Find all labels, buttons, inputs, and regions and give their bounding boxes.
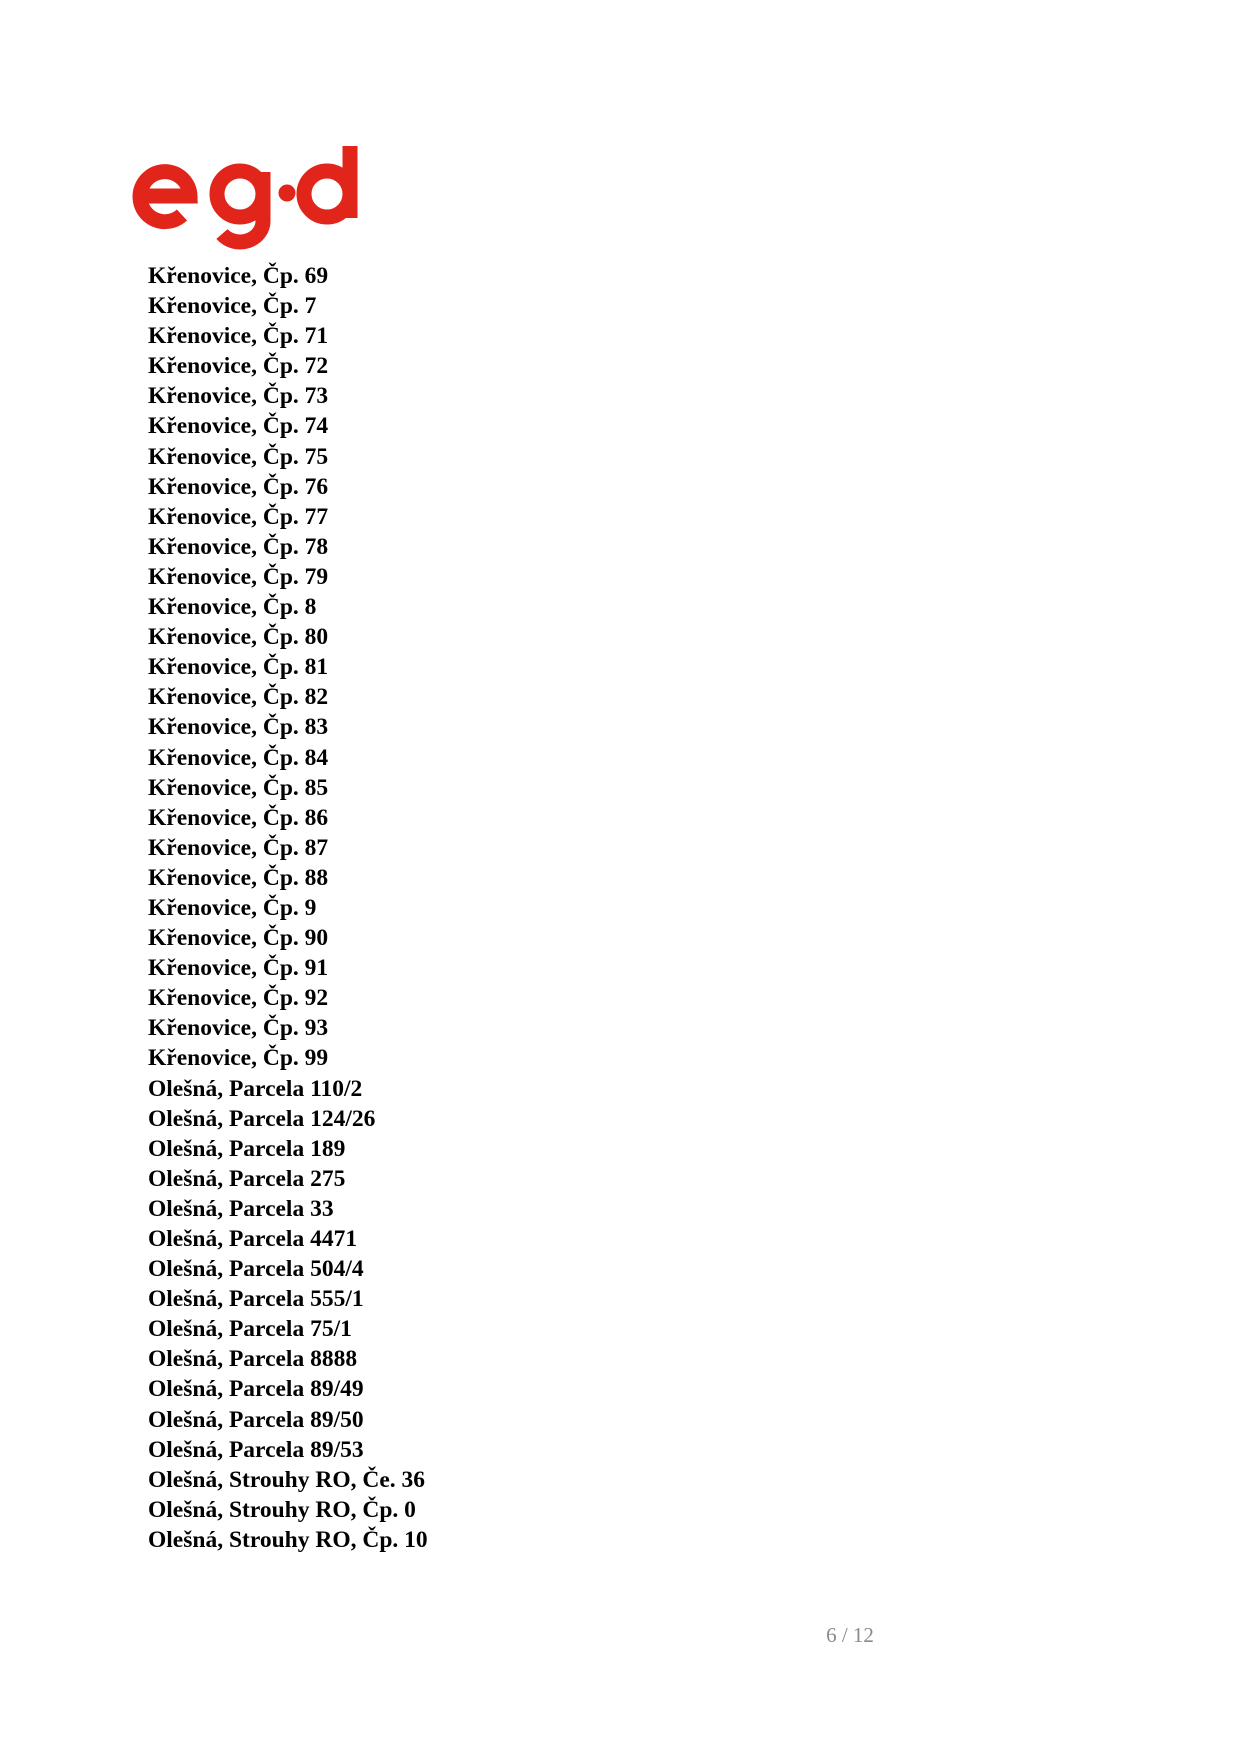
address-item: Olešná, Parcela 110/2: [148, 1075, 363, 1102]
address-item: Křenovice, Čp. 92: [148, 985, 329, 1012]
address-item: Křenovice, Čp. 7: [148, 293, 317, 320]
address-item: Křenovice, Čp. 79: [148, 563, 329, 590]
address-item: Olešná, Strouhy RO, Čp. 0: [148, 1496, 416, 1523]
address-item: Olešná, Parcela 33: [148, 1195, 334, 1222]
address-item: Křenovice, Čp. 84: [148, 744, 329, 771]
address-item: Olešná, Strouhy RO, Čp. 10: [148, 1526, 428, 1553]
address-item: Křenovice, Čp. 69: [148, 263, 329, 289]
address-item: Olešná, Parcela 275: [148, 1165, 346, 1192]
address-item: Křenovice, Čp. 71: [148, 323, 329, 350]
address-item: Olešná, Parcela 89/50: [148, 1406, 364, 1433]
egd-logo: [132, 146, 364, 254]
address-item: Křenovice, Čp. 9: [148, 894, 317, 921]
address-item: Křenovice, Čp. 78: [148, 533, 329, 560]
address-item: Křenovice, Čp. 88: [148, 864, 329, 891]
address-item: Křenovice, Čp. 83: [148, 714, 329, 741]
address-item: Křenovice, Čp. 74: [148, 413, 329, 440]
address-item: Olešná, Parcela 555/1: [148, 1286, 364, 1313]
address-item: Olešná, Parcela 504/4: [148, 1256, 364, 1283]
page-number: 6 / 12: [826, 1623, 874, 1647]
address-item: Křenovice, Čp. 85: [148, 774, 329, 801]
address-item: Olešná, Parcela 89/53: [148, 1436, 364, 1463]
address-item: Olešná, Parcela 4471: [148, 1226, 358, 1252]
address-item: Křenovice, Čp. 81: [148, 654, 329, 681]
address-item: Olešná, Parcela 189: [148, 1135, 346, 1162]
address-item: Křenovice, Čp. 93: [148, 1015, 329, 1042]
address-item: Olešná, Parcela 75/1: [148, 1316, 352, 1343]
address-item: Křenovice, Čp. 76: [148, 473, 329, 500]
address-item: Křenovice, Čp. 72: [148, 353, 329, 380]
address-item: Křenovice, Čp. 91: [148, 955, 329, 982]
address-item: Křenovice, Čp. 73: [148, 383, 329, 410]
address-item: Olešná, Parcela 8888: [148, 1346, 358, 1373]
address-item: Křenovice, Čp. 8: [148, 594, 317, 621]
address-item: Olešná, Parcela 89/49: [148, 1376, 364, 1403]
address-item: Křenovice, Čp. 86: [148, 804, 329, 831]
address-item: Křenovice, Čp. 75: [148, 443, 329, 470]
address-item: Olešná, Parcela 124/26: [148, 1105, 376, 1132]
address-list: [148, 261, 428, 1555]
address-item: Křenovice, Čp. 87: [148, 834, 329, 861]
address-item: Křenovice, Čp. 82: [148, 684, 329, 711]
address-item: Olešná, Strouhy RO, Če. 36: [148, 1466, 426, 1493]
address-item: Křenovice, Čp. 99: [148, 1045, 329, 1072]
address-item: Křenovice, Čp. 77: [148, 503, 329, 530]
address-item: Křenovice, Čp. 80: [148, 624, 329, 651]
address-item: Křenovice, Čp. 90: [148, 925, 329, 952]
